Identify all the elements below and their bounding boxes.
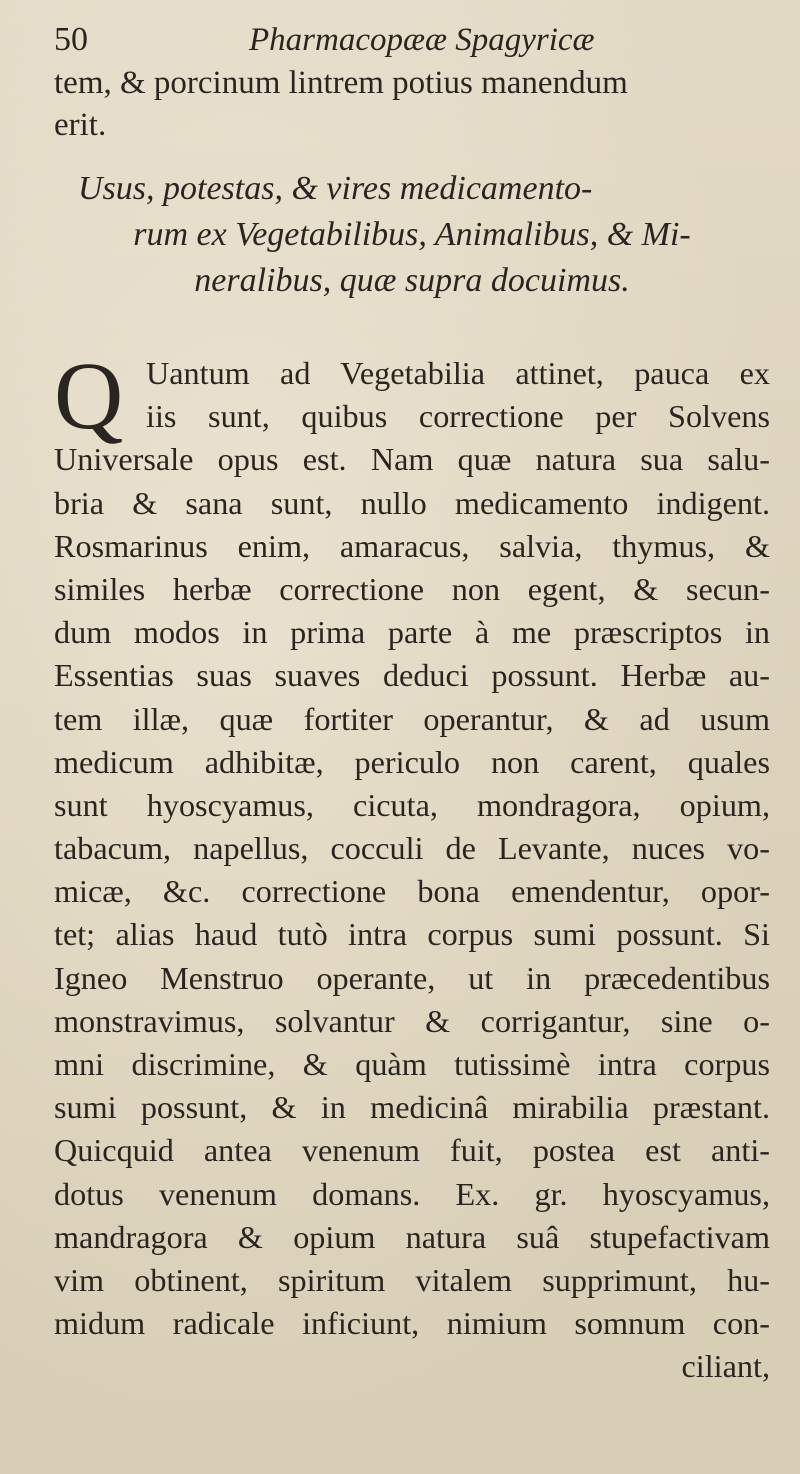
text-line: dotus venenum domans. Ex. gr. hyoscyamus, xyxy=(54,1175,770,1212)
text-line: Uantum ad Vegetabilia attinet, pauca ex xyxy=(146,355,770,391)
text-line: Rosmarinus enim, amaracus, salvia, thymus, & xyxy=(54,527,770,564)
section-title-line: rum ex Vegetabilibus, Animalibus, & Mi- xyxy=(133,216,691,253)
page-header xyxy=(54,20,764,60)
text-line: tet; alias haud tutò intra corpus sumi possunt. Si xyxy=(54,916,770,953)
text-line: tabacum, napellus, cocculi de Levante, nuces vo- xyxy=(54,830,770,867)
text-line: Universale opus est. Nam quæ natura sua salu- xyxy=(54,441,770,478)
text-line: mni discrimine, & quàm tutissimè intra corpus xyxy=(54,1046,770,1082)
text-line: medicum adhibitæ, periculo non carent, quales xyxy=(54,743,770,780)
text-line: sunt hyoscyamus, cicuta, mondragora, opium, xyxy=(54,786,770,823)
text-line: tem illæ, quæ fortiter operantur, & ad usum xyxy=(54,700,770,737)
drop-cap: Q xyxy=(54,342,124,449)
text-line: Igneo Menstruo operante, ut in præcedentibus xyxy=(54,959,770,996)
text-line: Quicquid antea venenum fuit, postea est anti- xyxy=(54,1132,770,1169)
section-title-line: Usus, potestas, & vires medicamento- xyxy=(78,170,593,207)
text-line: similes herbæ correctione non egent, & secun- xyxy=(54,570,770,607)
text-line: midum radicale inficiunt, nimium somnum con- xyxy=(54,1305,770,1342)
text-line: iis sunt, quibus correctione per Solvens xyxy=(146,398,770,435)
main-paragraph xyxy=(54,342,770,1389)
text-line: mandragora & opium natura suâ stupefactivam xyxy=(54,1218,770,1255)
section-title xyxy=(54,166,770,304)
catchword: ciliant, xyxy=(681,1348,770,1385)
text-line: bria & sana sunt, nullo medicamento indigent. xyxy=(54,484,770,521)
section-title-line: neralibus, quæ supra docuimus. xyxy=(194,262,630,299)
text-line: sumi possunt, & in medicinâ mirabilia præstant. xyxy=(54,1089,770,1126)
text-line: dum modos in prima parte à me præscriptos in xyxy=(54,614,770,651)
text-line: vim obtinent, spiritum vitalem supprimunt, hu- xyxy=(54,1261,770,1298)
text-line: Essentias suas suaves deduci possunt. Herbæ au- xyxy=(54,657,770,694)
continued-paragraph xyxy=(54,62,770,146)
running-head: Pharmacopææ Spagyricæ xyxy=(249,22,595,58)
text-line: erit. xyxy=(54,107,107,143)
text-line: monstravimus, solvantur & corrigantur, sine o- xyxy=(54,1002,770,1039)
text-line: tem, & porcinum lintrem potius manendum xyxy=(54,65,628,101)
page-number: 50 xyxy=(54,21,88,58)
text-line: micæ, &c. correctione bona emendentur, opor- xyxy=(54,873,770,910)
